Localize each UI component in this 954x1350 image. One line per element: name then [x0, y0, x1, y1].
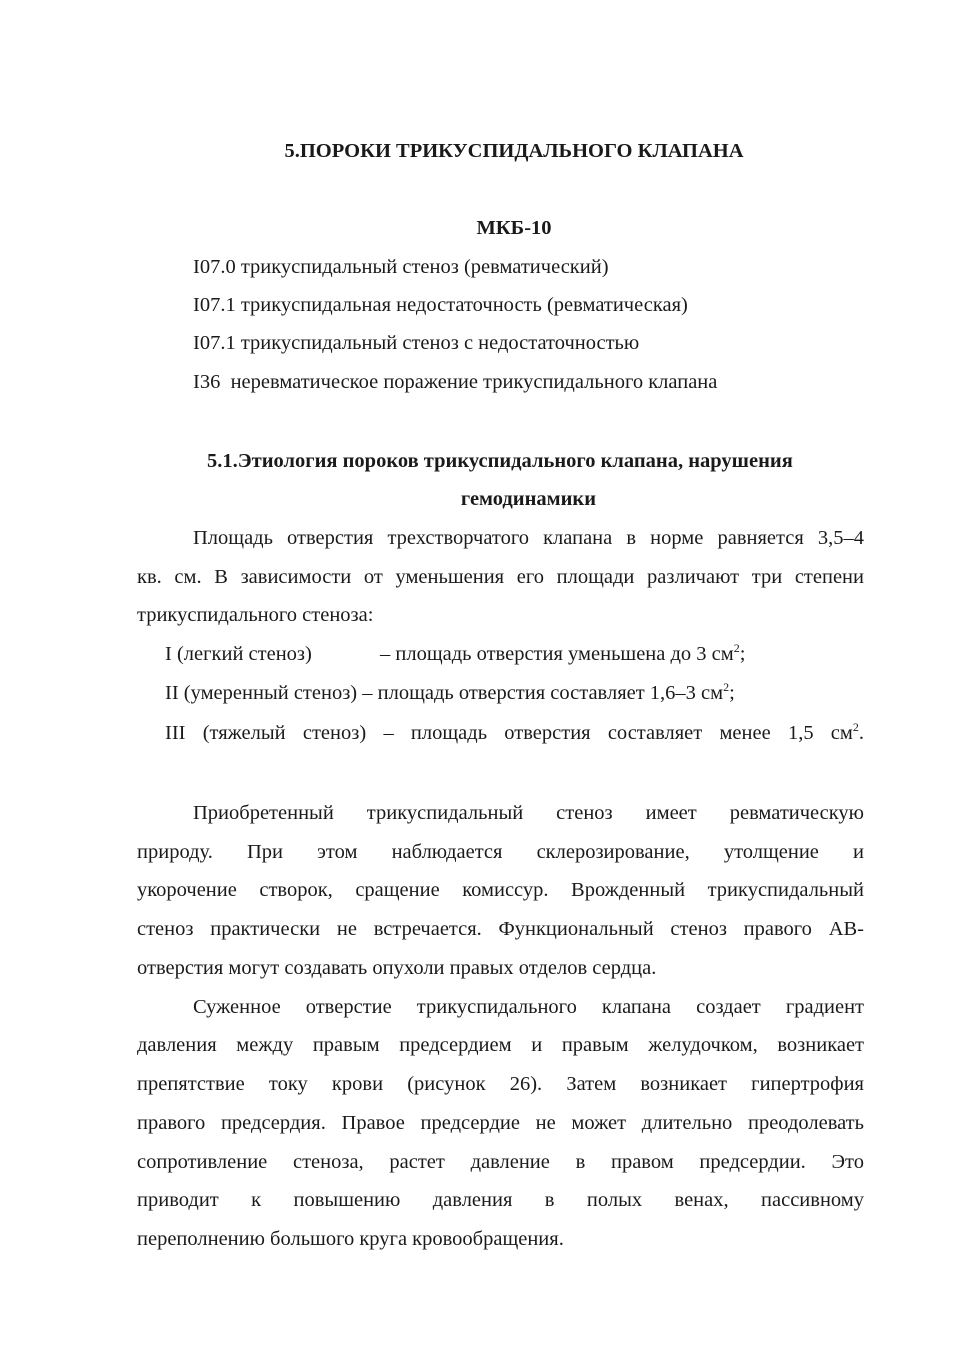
- degree-text: – площадь отверстия уменьшена до 3 см: [380, 643, 734, 665]
- icd-item: I07.0 трикуспидальный стеноз (ревматический): [193, 256, 609, 278]
- degree-sup: 2: [852, 720, 859, 735]
- paragraph-line: Приобретенный трикуспидальный стеноз имеет ревматическую: [193, 802, 864, 824]
- degree-label: I (легкий стеноз): [165, 643, 312, 665]
- stenosis-degree-1: [165, 642, 745, 666]
- paragraph-line: давления между правым предсердием и правым желудочком, возникает: [137, 1034, 864, 1056]
- degree-end: ;: [739, 643, 746, 665]
- paragraph-line: переполнению большого круга кровообращения.: [137, 1228, 564, 1250]
- paragraph-line: правого предсердия. Правое предсердие не может длительно преодолевать: [137, 1112, 864, 1134]
- paragraph-line: Суженное отверстие трикуспидального клапана создает градиент: [193, 996, 864, 1018]
- degree-text: – площадь отверстия составляет 1,6–3 см: [362, 682, 724, 704]
- degree-label: III (тяжелый стеноз): [165, 722, 367, 744]
- degree-label: II (умеренный стеноз): [165, 682, 358, 704]
- icd-heading: МКБ-10: [476, 217, 552, 239]
- intro-line: трикуспидального стеноза:: [137, 604, 374, 626]
- icd-item: I07.1 трикуспидальный стеноз с недостаточностью: [193, 332, 640, 354]
- degree-sup: 2: [733, 641, 740, 656]
- paragraph-line: стеноз практически не встречается. Функциональный стеноз правого АВ-: [137, 918, 864, 940]
- icd-item: I36 неревматическое поражение трикуспидального клапана: [193, 371, 718, 393]
- paragraph-line: отверстия могут создавать опухоли правых отделов сердца.: [137, 957, 657, 979]
- paragraph-line: препятствие току крови (рисунок 26). Затем возникает гипертрофия: [137, 1073, 864, 1095]
- degree-sup: 2: [723, 680, 730, 695]
- icd-item: I07.1 трикуспидальная недостаточность (ревматическая): [193, 294, 688, 316]
- paragraph-line: укорочение створок, сращение комиссур. Врожденный трикуспидальный: [137, 879, 864, 901]
- stenosis-degree-2: [165, 681, 735, 705]
- stenosis-degree-3: [165, 721, 864, 745]
- paragraph-line: сопротивление стеноза, растет давление в правом предсердии. Это: [137, 1151, 864, 1173]
- paragraph-line: приводит к повышению давления в полых венах, пассивному: [137, 1189, 864, 1211]
- section-title-cont: гемодинамики: [460, 488, 597, 510]
- intro-line: кв. см. В зависимости от уменьшения его площади различают три степени: [137, 566, 864, 588]
- paragraph-line: природу. При этом наблюдается склерозирование, утолщение и: [137, 841, 864, 863]
- intro-line: Площадь отверстия трехстворчатого клапана в норме равняется 3,5–4: [193, 527, 864, 549]
- chapter-title: 5.ПОРОКИ ТРИКУСПИДАЛЬНОГО КЛАПАНА: [284, 140, 744, 162]
- degree-end: ;: [729, 682, 735, 704]
- section-title: 5.1.Этиология пороков трикуспидального клапана, нарушения: [207, 450, 793, 472]
- degree-text: – площадь отверстия составляет менее 1,5 см: [383, 722, 853, 744]
- degree-end: .: [858, 722, 865, 744]
